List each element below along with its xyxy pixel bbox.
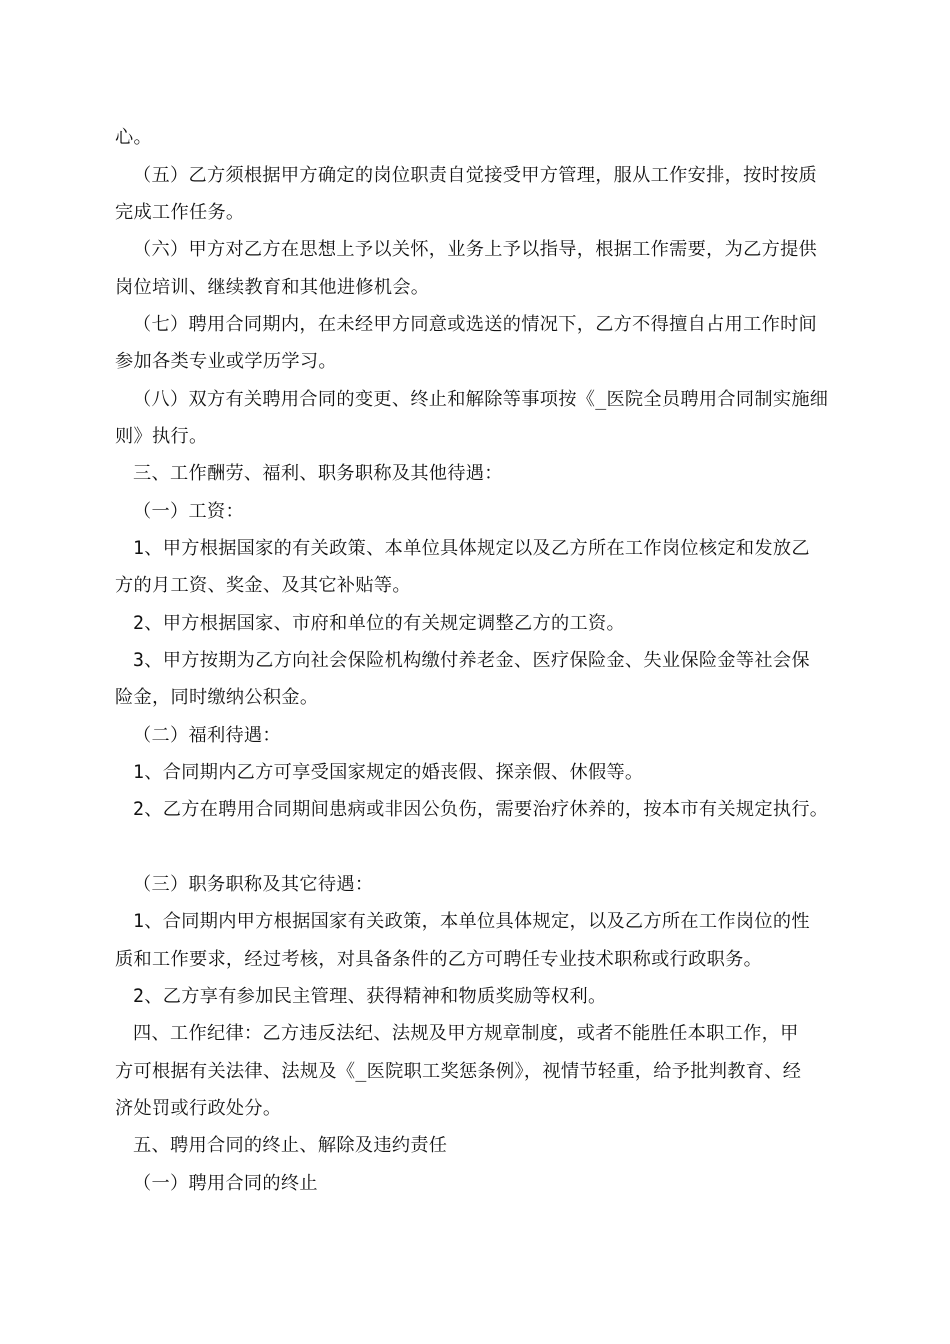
- section-heading: 三、工作酬劳、福利、职务职称及其他待遇：: [133, 463, 503, 484]
- text-line: 方的月工资、奖金、及其它补贴等。: [115, 575, 411, 596]
- text-line: 心。: [115, 127, 152, 148]
- subsection-heading: （一）聘用合同的终止: [133, 1173, 318, 1194]
- subsection-heading: （三）职务职称及其它待遇：: [133, 874, 374, 895]
- text-line: 2、乙方享有参加民主管理、获得精神和物质奖励等权利。: [133, 986, 607, 1007]
- text-line: 1、甲方根据国家的有关政策、本单位具体规定以及乙方所在工作岗位核定和发放乙: [133, 538, 810, 559]
- text-line: 质和工作要求，经过考核，对具备条件的乙方可聘任专业技术职称或行政职务。: [115, 949, 763, 970]
- text-line: 2、乙方在聘用合同期间患病或非因公负伤，需要治疗休养的，按本市有关规定执行。: [133, 799, 829, 820]
- text-line: 1、合同期内乙方可享受国家规定的婚丧假、探亲假、休假等。: [133, 762, 644, 783]
- subsection-heading: （二）福利待遇：: [133, 725, 281, 746]
- subsection-heading: （一）工资：: [133, 501, 244, 522]
- text-line: 岗位培训、继续教育和其他进修机会。: [115, 277, 430, 298]
- text-line: （七）聘用合同期内，在未经甲方同意或选送的情况下，乙方不得擅自占用工作时间: [133, 314, 818, 335]
- text-line: 3、甲方按期为乙方向社会保险机构缴付养老金、医疗保险金、失业保险金等社会保: [133, 650, 810, 671]
- text-line: 险金，同时缴纳公积金。: [115, 687, 319, 708]
- text-line: 参加各类专业或学历学习。: [115, 351, 337, 372]
- text-line: 完成工作任务。: [115, 202, 245, 223]
- text-line: 则》执行。: [115, 426, 208, 447]
- text-line: 济处罚或行政处分。: [115, 1098, 282, 1119]
- text-line: 2、甲方根据国家、市府和单位的有关规定调整乙方的工资。: [133, 613, 625, 634]
- text-line: （八）双方有关聘用合同的变更、终止和解除等事项按《_医院全员聘用合同制实施细: [133, 389, 829, 410]
- section-heading: 五、聘用合同的终止、解除及违约责任: [133, 1135, 448, 1156]
- text-line: （六）甲方对乙方在思想上予以关怀，业务上予以指导，根据工作需要，为乙方提供: [133, 239, 818, 260]
- section-heading: 四、工作纪律：乙方违反法纪、法规及甲方规章制度，或者不能胜任本职工作，甲: [133, 1023, 799, 1044]
- text-line: （五）乙方须根据甲方确定的岗位职责自觉接受甲方管理，服从工作安排，按时按质: [133, 165, 818, 186]
- text-line: 方可根据有关法律、法规及《_医院职工奖惩条例》，视情节轻重，给予批判教育、经: [115, 1061, 802, 1082]
- text-line: 1、合同期内甲方根据国家有关政策，本单位具体规定，以及乙方所在工作岗位的性: [133, 911, 810, 932]
